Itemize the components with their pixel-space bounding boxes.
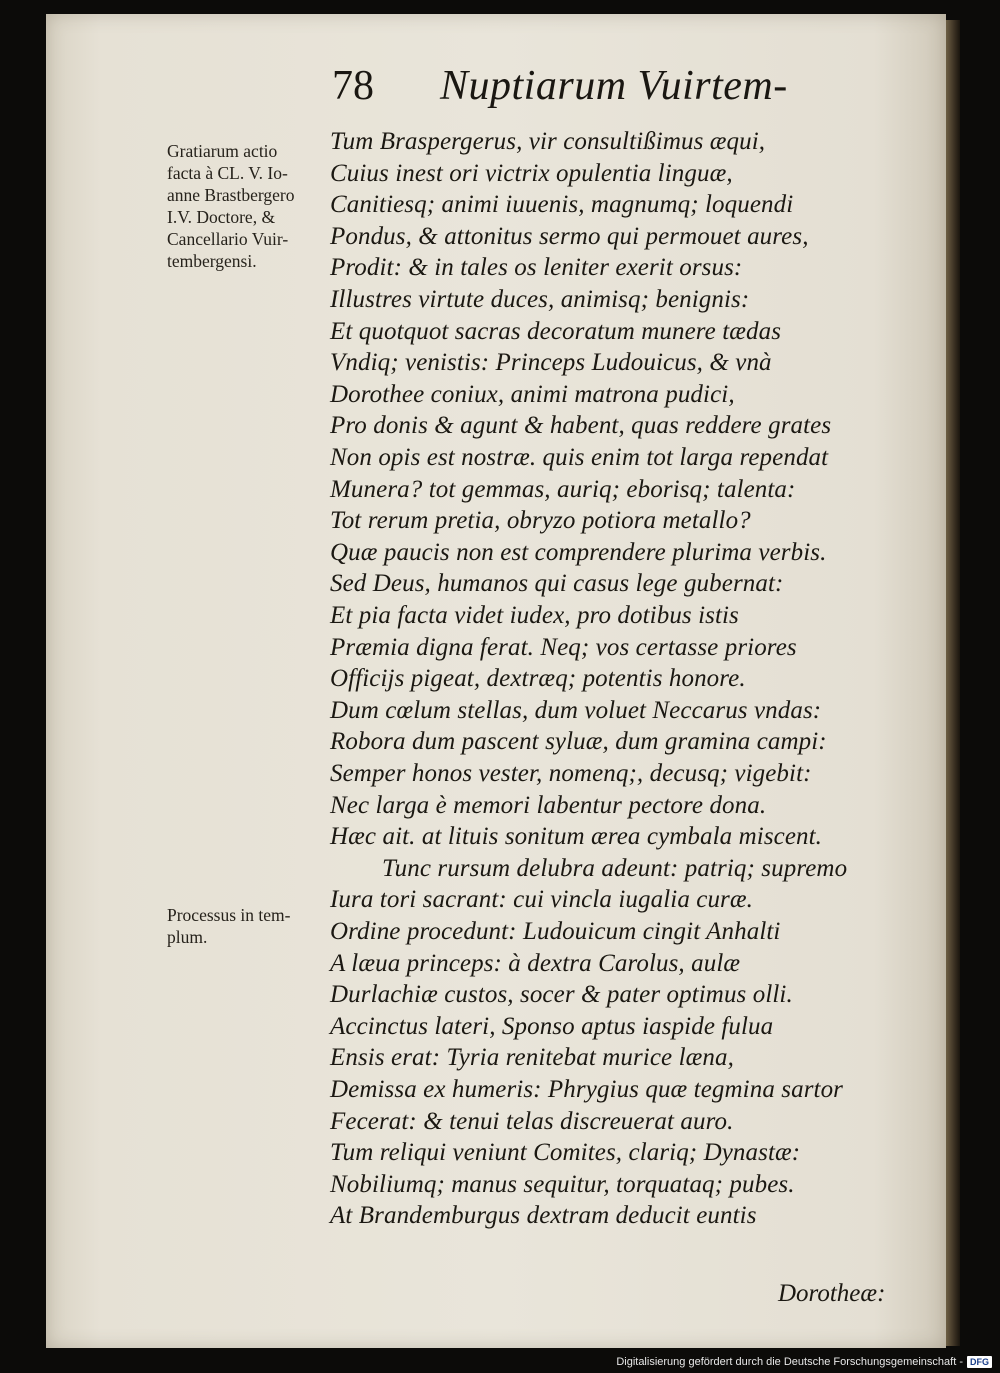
verse-line: Durlachiæ custos, socer & pater optimus olli. xyxy=(330,981,793,1009)
verse-line: Cuius inest ori victrix opulentia linguæ, xyxy=(330,159,733,187)
verse-line: Dorothee coniux, animi matrona pudici, xyxy=(330,380,735,408)
verse-line: Illustres virtute duces, animisq; benignis: xyxy=(330,286,750,313)
verse-line: Non opis est nostræ. quis enim tot larga rependat xyxy=(330,444,829,471)
verse-line: Quæ paucis non est comprendere plurima verbis. xyxy=(330,538,827,566)
margin-note-line: facta à CL. V. Io- xyxy=(167,163,288,183)
margin-note-line: Cancellario Vuir- xyxy=(167,229,289,249)
funding-notice: Digitalisierung gefördert durch die Deutsche Forschungsgemeinschaft - xyxy=(616,1356,963,1368)
verse-line: A læua princeps: à dextra Carolus, aulæ xyxy=(330,949,741,977)
margin-note-procession xyxy=(167,904,327,948)
verse-line: Pondus, & attonitus sermo qui permouet aures, xyxy=(330,222,809,250)
margin-note-line: I.V. Doctore, & xyxy=(167,207,276,227)
verse-line: Robora dum pascent syluæ, dum gramina campi: xyxy=(330,728,827,756)
margin-note-line: Processus in tem- xyxy=(167,905,291,925)
dfg-logo: DFG xyxy=(967,1356,992,1368)
verse-line: Canitiesq; animi iuuenis, magnumq; loquendi xyxy=(330,191,794,219)
verse-line: Tum Braspergerus, vir consultißimus æqui, xyxy=(330,128,766,155)
verse-line: Et quotquot sacras decoratum munere tædas xyxy=(330,317,782,345)
verse-line: Semper honos vester, nomenq;, decusq; vigebit: xyxy=(330,760,812,787)
footer xyxy=(616,1354,992,1370)
verse-line: Iura tori sacrant: cui vincla iugalia curæ. xyxy=(330,886,754,914)
verse-line: Demissa ex humeris: Phrygius quæ tegmina sartor xyxy=(330,1076,844,1103)
margin-note-line: tembergensi. xyxy=(167,251,257,271)
verse-line: Tot rerum pretia, obryzo potiora metallo? xyxy=(330,507,751,535)
verse-line: At Brandemburgus dextram deducit euntis xyxy=(330,1202,757,1230)
page-number: 78 xyxy=(332,63,374,109)
verse-line: Hæc ait. at lituis sonitum ærea cymbala miscent. xyxy=(330,823,823,851)
margin-note-thanks xyxy=(167,140,327,272)
verse-line: Dum cœlum stellas, dum voluet Neccarus vndas: xyxy=(330,696,822,724)
catchword: Dorotheæ: xyxy=(778,1280,886,1307)
verse-line: Tum reliqui veniunt Comites, clariq; Dynastæ: xyxy=(330,1139,801,1167)
page-header xyxy=(332,62,852,122)
verse-line: Nobiliumq; manus sequitur, torquataq; pubes. xyxy=(330,1170,795,1198)
margin-note-line: plum. xyxy=(167,927,208,947)
verse-line: Præmia digna ferat. Neq; vos certasse priores xyxy=(330,633,797,661)
verse-line: Prodit: & in tales os leniter exerit orsus: xyxy=(330,254,743,282)
verse-line: Tunc rursum delubra adeunt: patriq; supremo xyxy=(382,854,848,882)
verse-line: Ordine procedunt: Ludouicum cingit Anhalti xyxy=(330,918,781,945)
verse-line: Munera? tot gemmas, auriq; eborisq; talenta: xyxy=(330,475,796,503)
verse-line: Vndiq; venistis: Princeps Ludouicus, & vnà xyxy=(330,349,772,377)
margin-note-line: Gratiarum actio xyxy=(167,141,278,161)
verse-line: Nec larga è memori labentur pectore dona. xyxy=(330,791,767,819)
verse-line: Et pia facta videt iudex, pro dotibus istis xyxy=(330,602,739,629)
verse-line: Fecerat: & tenui telas discreuerat auro. xyxy=(330,1107,734,1135)
verse-line: Pro donis & agunt & habent, quas reddere grates xyxy=(330,412,832,440)
page-edge xyxy=(946,20,960,1346)
verse-line: Accinctus lateri, Sponso aptus iaspide fulua xyxy=(330,1012,774,1040)
running-title: Nuptiarum Vuirtem- xyxy=(440,63,788,109)
verse-line: Officijs pigeat, dextræq; potentis honore. xyxy=(330,665,746,693)
verse-line: Ensis erat: Tyria renitebat murice læna, xyxy=(330,1044,734,1072)
verse-line: Sed Deus, humanos qui casus lege gubernat: xyxy=(330,570,784,598)
margin-note-line: anne Brastbergero xyxy=(167,185,295,205)
